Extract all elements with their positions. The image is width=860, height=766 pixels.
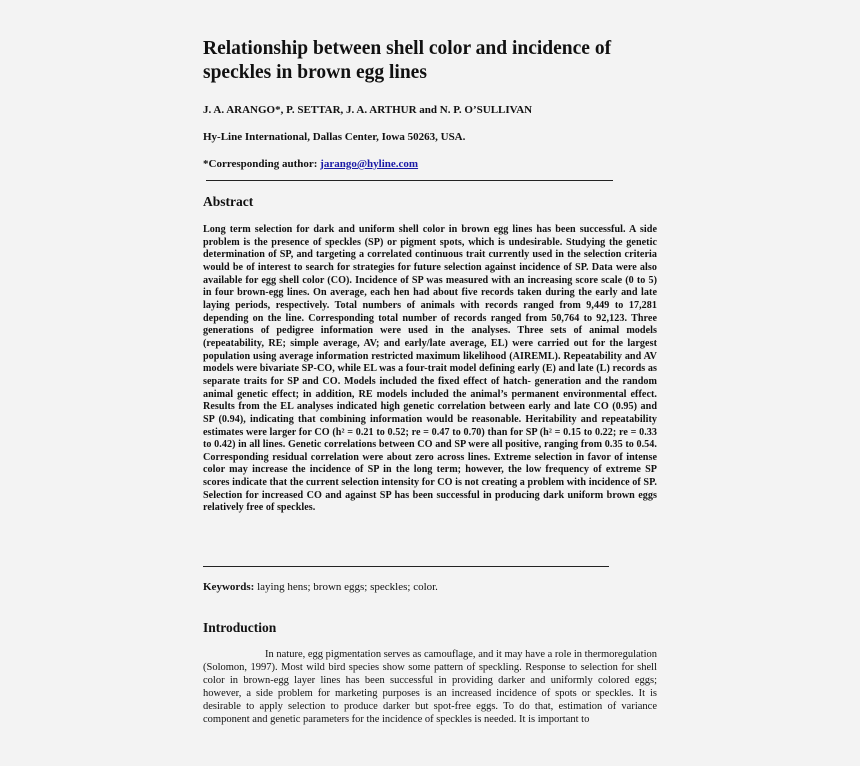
introduction-heading: Introduction [203, 620, 277, 635]
corresponding-author [203, 158, 657, 170]
keywords-label: Keywords: [203, 581, 255, 593]
author-list: J. A. ARANGO*, P. SETTAR, J. A. ARTHUR and N. P. O’SULLIVAN [203, 104, 533, 116]
corresponding-email-link[interactable]: jarango@hyline.com [320, 158, 419, 170]
affiliation: Hy-Line International, Dallas Center, Iowa 50263, USA. [203, 131, 466, 143]
header-divider [206, 180, 613, 181]
keywords-line [203, 581, 657, 593]
keywords-text: laying hens; brown eggs; speckles; color. [254, 581, 438, 593]
abstract-heading: Abstract [203, 194, 254, 209]
introduction-text: In nature, egg pigmentation serves as camouflage, and it may have a role in thermoregulation (Solomon, 1997). Most wild bird species show some pattern of speckling. Response to selection for shell color in brown-egg layer lines has been successful in providing darker and uniformly colored eggs; however, a side problem for marketing purposes is an increased incidence of spots or speckles. It is desirable to apply selection to produce darker but spot-free eggs. To do that, estimation of variance component and genetic parameters for the incidence of speckles is needed. It is important to [203, 649, 657, 725]
paper-title: Relationship between shell color and incidence of speckles in brown egg lines [203, 38, 612, 83]
abstract-divider [203, 566, 609, 567]
corresponding-label: *Corresponding author: [203, 158, 318, 170]
abstract-text: Long term selection for dark and uniform shell color in brown egg lines has been successful. A side problem is the presence of speckles (SP) or pigment spots, which is undesirable. Studying the genetic determination of SP, and targeting a correlated continuous trait currently used in the selection criteria would be of interest to search for strategies for future selection against incidence of SP. Data were also available for egg shell color (CO). Incidence of SP was measured with an increasing score scale (0 to 5) in four brown-egg lines. On average, each hen had about five records taken during the early and late laying periods, respectively. Total numbers of animals with records ranged from 9,449 to 17,281 depending on the line. Corresponding total number of records ranged from 50,764 to 92,123. Three generations of pedigree information were used in the analyses. Three sets of animal models (repeatability, RE; simple average, AV; and early/late average, EL) were carried out for the largest population using average information restricted maximum likelihood (AIREML). Repeatability and AV models were bivariate SP-CO, while EL was a four-trait model defining early (E) and late (L) records as separate traits for SP and CO. Models included the fixed effect of hatch- generation and the random animal genetic effect; in addition, RE models included the animal’s permanent environmental effect. Results from the EL analyses indicated high genetic correlation between early and late CO (0.95) and SP (0.94), indicating that combining information would be reasonable. Heritability and repeatability estimates were larger for CO (h² = 0.21 to 0.52; re = 0.47 to 0.70) than for SP (h² = 0.15 to 0.22; re = 0.33 to 0.42) in all lines. Genetic correlations between CO and SP were all positive, ranging from 0.35 to 0.54. Corresponding residual correlation were about zero across lines. Extreme selection in favor of intense color may increase the incidence of SP in the long term; however, the low frequency of extreme SP scores indicate that the current selection intensity for CO is not creating a problem with incidence of SP. Selection for increased CO and against SP has been successful in producing dark uniform brown eggs relatively free of speckles. [203, 224, 657, 514]
